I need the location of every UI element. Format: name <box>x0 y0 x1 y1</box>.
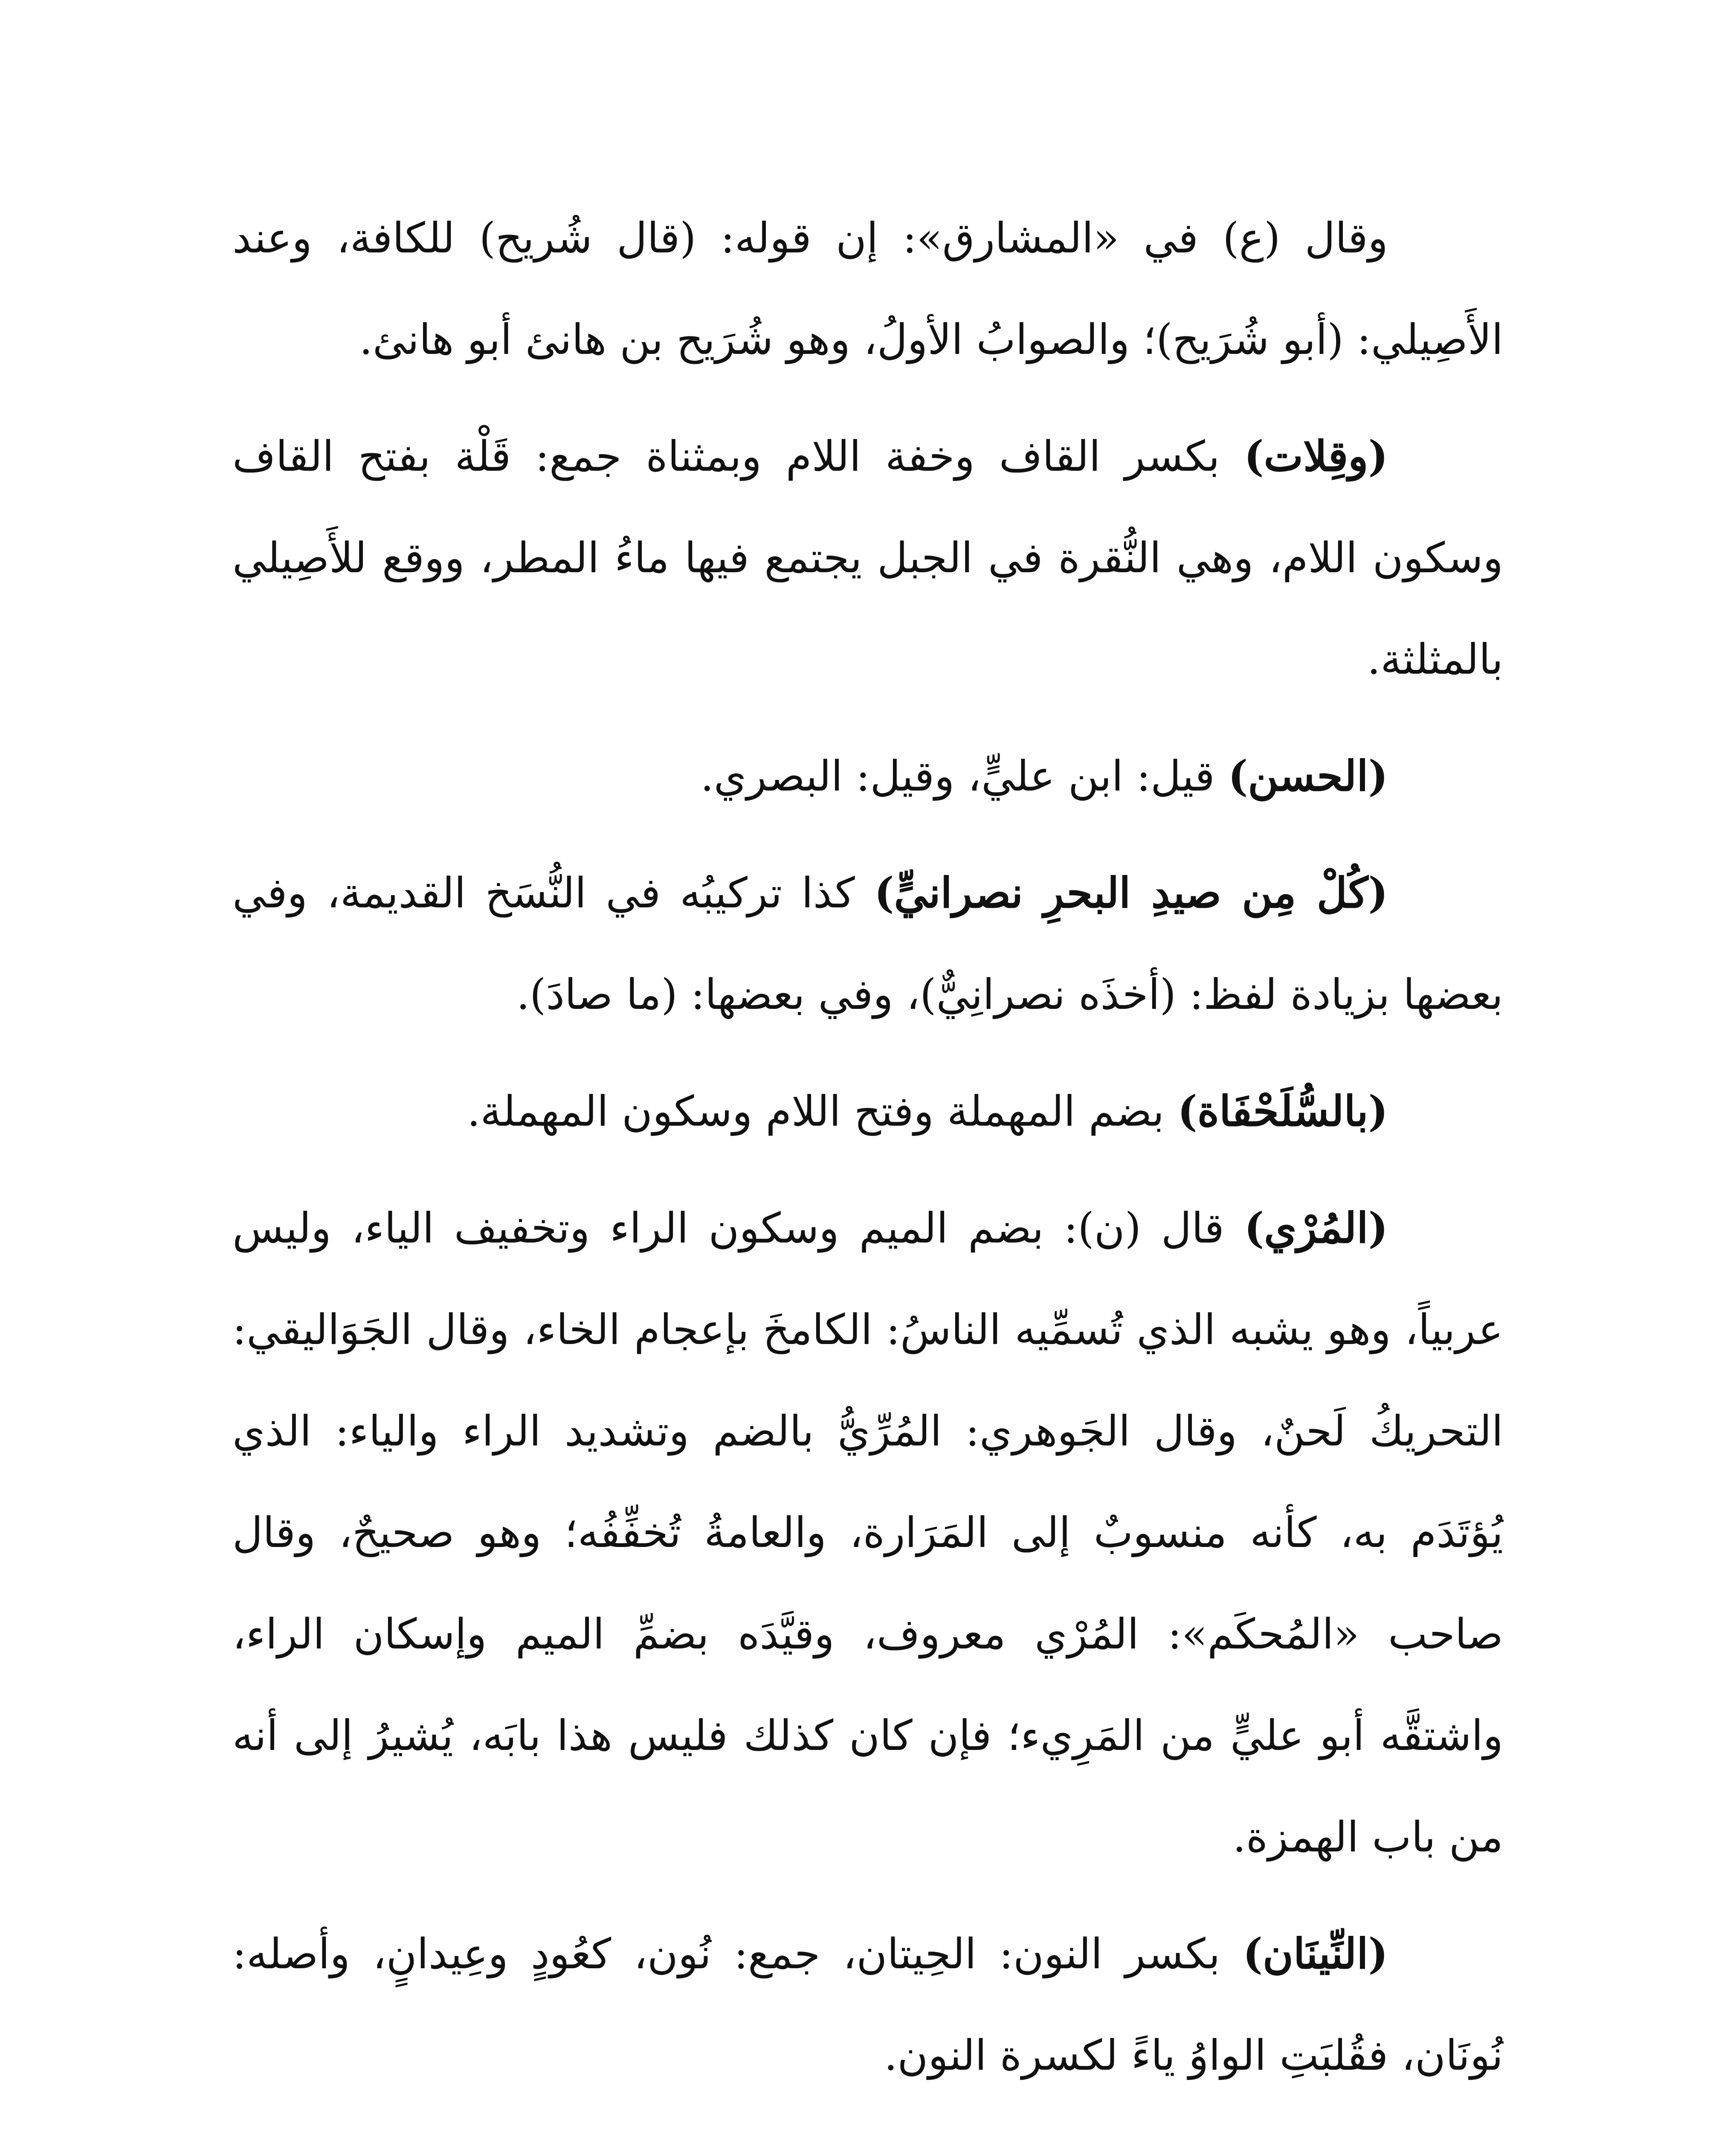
entry-heading: (المُرْي) <box>1244 1204 1388 1253</box>
paragraph-text: وقال (ع) في «المشارق»: إن قوله: (قال شُريح) للكافة، وعند الأَصِيلي: (أبو شُرَيح)؛ والصوابُ الأولُ، وهو شُرَيح بن هانئ أبو هانئ. <box>232 214 1503 364</box>
paragraph <box>232 843 1503 1046</box>
paragraph <box>232 1178 1503 1888</box>
paragraph-text: قيل: ابن عليٍّ، وقيل: البصري. <box>700 752 1228 801</box>
entry-heading: (بالسُّلَحْفَاة) <box>1177 1087 1388 1136</box>
paragraph <box>232 726 1503 827</box>
paragraph <box>232 406 1503 710</box>
paragraph-text: بكسر القاف وخفة اللام وبمثناة جمع: قَلْة بفتح القاف وسكون اللام، وهي النُّقرة في الجبل يجتمع فيها ماءُ المطر، ووقع للأَصِيلي بالمثلثة. <box>232 432 1503 684</box>
page-body <box>232 188 1503 2122</box>
paragraph-text: قال (ن): بضم الميم وسكون الراء وتخفيف الياء، وليس عربياً، وهو يشبه الذي تُسمِّيه الناسُ: الكامخَ بإعجام الخاء، وقال الجَوَاليقي: التحريكُ لَحنٌ، وقال الجَوهري: المُرِّيُّ بالضم وتشديد الراء والياء: الذي يُؤتَدَم به، كأنه منسوبٌ إلى المَرَارة، والعامةُ تُخفِّفُه؛ وهو صحيحٌ، وقال صاحب «المُحكَم»: المُرْي معروف، وقيَّدَه بضمِّ الميم وإسكان الراء، واشتقَّه أبو عليٍّ من المَرِيء؛ فإن كان كذلك فليس هذا بابَه، يُشيرُ إلى أنه من باب الهمزة. <box>232 1204 1503 1862</box>
paragraph-text: بضم المهملة وفتح اللام وسكون المهملة. <box>467 1087 1178 1136</box>
entry-heading: (الحسن) <box>1228 752 1388 801</box>
paragraph-text: بكسر النون: الحِيتان، جمع: نُون، كعُودٍ وعِيدانٍ، وأصله: نُونَان، فقُلبَتِ الواوُ ياءً لكسرة النون. <box>232 1930 1503 2080</box>
paragraph <box>232 1061 1503 1162</box>
entry-heading: (وقِلات) <box>1244 432 1388 481</box>
paragraph <box>232 188 1503 391</box>
paragraph <box>232 1903 1503 2106</box>
entry-heading: (كُلْ مِن صيدِ البحرِ نصرانيٍّ) <box>874 869 1388 918</box>
entry-heading: (النِّينَان) <box>1243 1929 1388 1978</box>
paragraph-text: كذا تركيبُه في النُّسَخ القديمة، وفي بعضها بزيادة لفظ: (أخذَه نصرانِيٌّ)، وفي بعضها: (ما صادَ). <box>232 869 1503 1019</box>
